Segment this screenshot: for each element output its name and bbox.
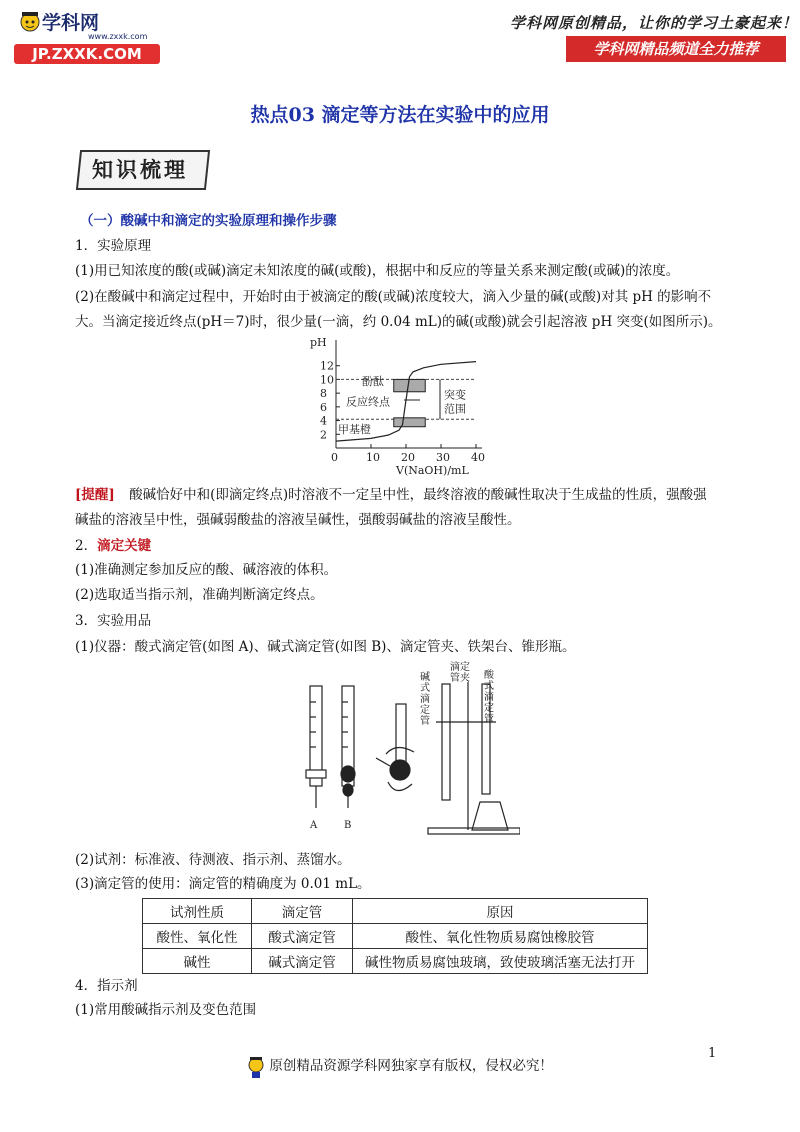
tip-label: [提醒] [75, 487, 115, 503]
label-clamp: 滴定管夹 [450, 662, 470, 684]
mascot-icon [247, 1056, 265, 1078]
annotation-phenolphthalein: 酚酞 [362, 374, 384, 388]
y-tick-label: 2 [320, 428, 327, 442]
paragraph: 3．实验用品 [75, 613, 152, 629]
y-axis-label: pH [310, 336, 327, 349]
annotation-endpoint: 反应终点 [346, 395, 390, 409]
paragraph: (3)滴定管的使用：滴定管的精确度为 0.01 mL。 [75, 876, 371, 892]
annotation-jump: 突变 [444, 388, 466, 402]
x-tick-label: 30 [436, 451, 450, 464]
paragraph: (2)在酸碱中和滴定过程中，开始时由于被滴定的酸(或碱)浓度较大，滴入少量的碱(或酸)对其 pH 的影响不 [75, 289, 712, 305]
section-heading: （一）酸碱中和滴定的实验原理和操作步骤 [80, 213, 337, 229]
section-tag [78, 150, 208, 192]
label-a: A [310, 820, 318, 831]
table-row [143, 949, 648, 974]
table-cell: 酸性、氧化性 [143, 924, 252, 949]
table-cell: 碱性 [143, 949, 252, 974]
tip-line [75, 486, 707, 504]
hand-detail [376, 704, 414, 791]
footer-text: 原创精品资源学科网独家享有版权，侵权必究！ [269, 1058, 553, 1074]
y-tick-label: 8 [320, 387, 327, 401]
x-tick-label: 0 [331, 451, 338, 464]
base-burette-b [341, 686, 355, 808]
heading-text: 滴定关键 [97, 538, 152, 554]
footer-line [0, 1054, 800, 1078]
paragraph: (2)试剂：标准液、待测液、指示剂、蒸馏水。 [75, 852, 351, 868]
logo-sub: www.zxxk.com [88, 32, 148, 41]
paragraph: 大。当滴定接近终点(pH＝7)时，很少量(一滴，约 0.04 mL)的碱(或酸)就会引起溶液 pH 突变(如图所示)。 [75, 314, 722, 330]
x-axis-label: V(NaOH)/mL [396, 464, 469, 476]
y-tick-label: 12 [320, 359, 334, 373]
table-header-row [143, 899, 648, 924]
page-title: 热点03 滴定等方法在实验中的应用 [250, 104, 550, 126]
label-base-burette: 碱式滴定管 [420, 672, 430, 727]
table-cell: 酸式滴定管 [252, 924, 353, 949]
heading-line [75, 537, 151, 555]
table-cell: 酸性、氧化性物质易腐蚀橡胶管 [353, 924, 648, 949]
mascot-icon [18, 10, 42, 42]
heading-number: 2． [75, 538, 98, 554]
promo-banner[interactable]: 学科网精品频道全力推荐 [566, 36, 786, 62]
table-cell: 碱性物质易腐蚀玻璃，致使玻璃活塞无法打开 [353, 949, 648, 974]
site-logo[interactable] [14, 8, 162, 66]
x-tick-label: 20 [401, 451, 415, 464]
paragraph: (2)选取适当指示剂，准确判断滴定终点。 [75, 587, 324, 603]
annotation-range: 范围 [444, 402, 466, 416]
x-tick-label: 40 [471, 451, 485, 464]
annotation-methyl-orange: 甲基橙 [338, 422, 371, 436]
paragraph: (1)仪器：酸式滴定管(如图 A)、碱式滴定管(如图 B)、滴定管夹、铁架台、锥形瓶。 [75, 639, 576, 655]
tip-text: 酸碱恰好中和(即滴定终点)时溶液不一定呈中性，最终溶液的酸碱性取决于生成盐的性质，强酸强 [129, 487, 707, 503]
logo-name: 学科网 [42, 12, 100, 34]
paragraph: (1)常用酸碱指示剂及变色范围 [75, 1002, 257, 1018]
y-tick-label: 4 [320, 414, 327, 428]
slogan: 学科网原创精品，让你的学习土豪起来！ [510, 14, 799, 32]
table-header-cell: 滴定管 [252, 899, 353, 924]
indicator-band [394, 418, 426, 427]
logo-url: JP.ZXXK.COM [14, 44, 160, 64]
paragraph: 碱盐的溶液呈中性，强碱弱酸盐的溶液呈碱性，强酸弱碱盐的溶液呈酸性。 [75, 512, 521, 528]
paragraph: 4．指示剂 [75, 978, 138, 994]
table-cell: 碱式滴定管 [252, 949, 353, 974]
acid-burette-a [306, 686, 326, 808]
paragraph: (1)准确测定参加反应的酸、碱溶液的体积。 [75, 562, 338, 578]
paragraph: 1．实验原理 [75, 238, 152, 254]
y-tick-label: 6 [320, 400, 327, 414]
section-tag-label: 知识梳理 [92, 157, 188, 182]
table-header-cell: 原因 [353, 899, 648, 924]
burette-table [142, 898, 648, 974]
burette-stand [428, 682, 520, 834]
titration-chart [300, 336, 500, 476]
indicator-band [394, 379, 426, 391]
x-tick-label: 10 [366, 451, 380, 464]
paragraph: (1)用已知浓度的酸(或碱)滴定未知浓度的碱(或酸)，根据中和反应的等量关系来测定酸(或碱)的浓度。 [75, 263, 680, 279]
table-header-cell: 试剂性质 [143, 899, 252, 924]
label-acid-burette: 酸式滴定管 [484, 670, 494, 725]
y-tick-label: 10 [320, 373, 334, 387]
label-b: B [344, 820, 352, 831]
table-row [143, 924, 648, 949]
page-number: 1 [708, 1046, 717, 1061]
